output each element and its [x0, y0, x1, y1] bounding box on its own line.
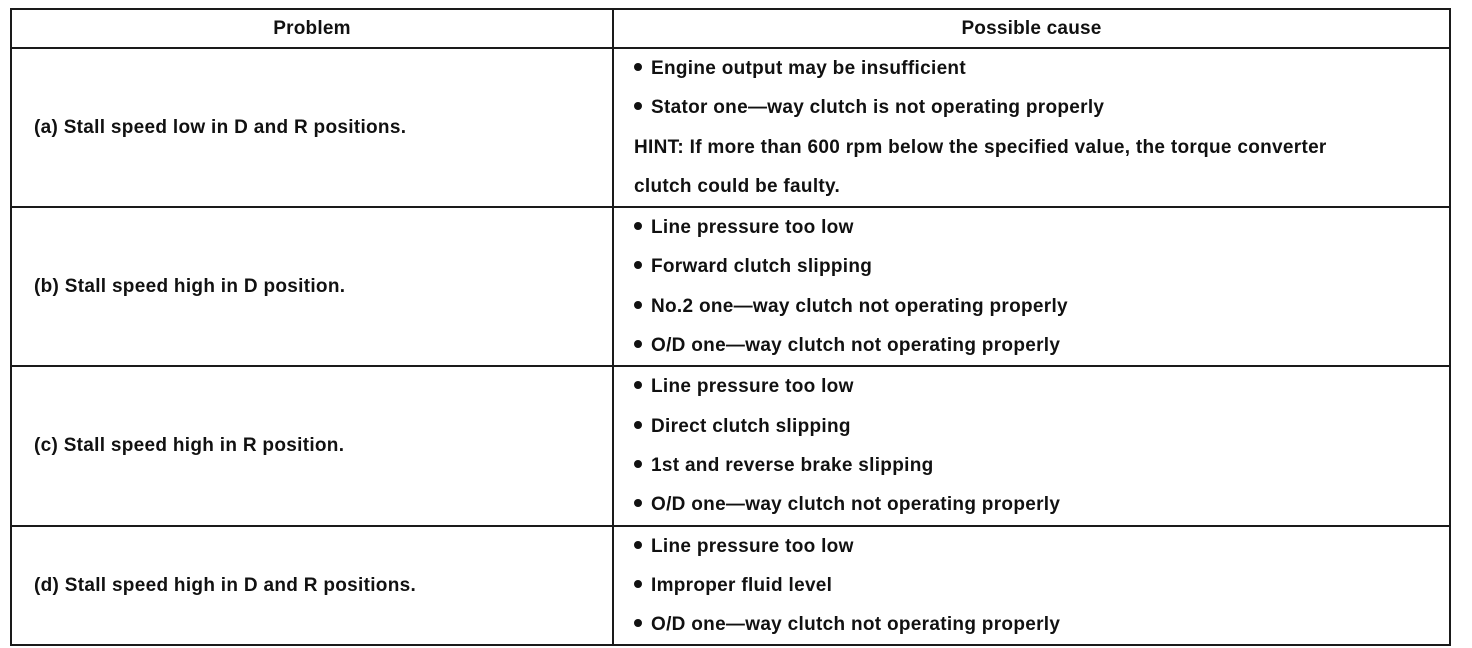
bullet-icon — [634, 460, 642, 468]
cause-text: Forward clutch slipping — [651, 256, 873, 278]
cause-text: O/D one—way clutch not operating properly — [651, 494, 1061, 516]
bullet-icon — [634, 580, 642, 588]
table-row — [11, 366, 1450, 525]
table-row — [11, 48, 1450, 207]
cause-item — [634, 287, 1449, 326]
cause-text: O/D one—way clutch not operating properly — [651, 335, 1061, 357]
possible-cause-column-header: Possible cause — [613, 9, 1450, 48]
cause-item — [634, 566, 1449, 605]
cause-item — [634, 367, 1449, 406]
cause-text: Line pressure too low — [651, 535, 854, 557]
bullet-icon — [634, 222, 642, 230]
bullet-icon — [634, 381, 642, 389]
cause-item — [634, 446, 1449, 485]
cause-cell — [613, 526, 1450, 646]
table-header-row — [11, 9, 1450, 48]
bullet-icon — [634, 619, 642, 627]
problem-cell: (a) Stall speed low in D and R positions. — [11, 48, 613, 207]
cause-item — [634, 49, 1449, 88]
bullet-icon — [634, 541, 642, 549]
cause-item — [634, 208, 1449, 247]
cause-text: Improper fluid level — [651, 574, 833, 596]
cause-item — [634, 247, 1449, 286]
cause-item — [634, 485, 1449, 524]
cause-item — [634, 326, 1449, 365]
bullet-icon — [634, 63, 642, 71]
cause-cell — [613, 48, 1450, 207]
cause-item — [634, 527, 1449, 566]
stall-test-troubleshooting-table — [10, 8, 1451, 646]
cause-item — [634, 407, 1449, 446]
bullet-icon — [634, 301, 642, 309]
bullet-icon — [634, 102, 642, 110]
problem-cell: (d) Stall speed high in D and R positions. — [11, 526, 613, 646]
cause-text: Stator one—way clutch is not operating properly — [651, 97, 1105, 119]
cause-text: Line pressure too low — [651, 376, 854, 398]
cause-item — [634, 605, 1449, 644]
table-row — [11, 207, 1450, 366]
cause-cell — [613, 207, 1450, 366]
bullet-icon — [634, 261, 642, 269]
cause-item — [634, 88, 1449, 127]
cause-text: O/D one—way clutch not operating properly — [651, 614, 1061, 636]
cause-text: Direct clutch slipping — [651, 415, 851, 437]
problem-column-header: Problem — [11, 9, 613, 48]
hint-line: clutch could be faulty. — [634, 175, 841, 197]
problem-cell: (c) Stall speed high in R position. — [11, 366, 613, 525]
bullet-icon — [634, 499, 642, 507]
problem-cell: (b) Stall speed high in D position. — [11, 207, 613, 366]
hint-line: HINT: If more than 600 rpm below the specified value, the torque converter — [634, 136, 1327, 158]
bullet-icon — [634, 340, 642, 348]
cause-text: Engine output may be insufficient — [651, 58, 966, 79]
cause-cell — [613, 366, 1450, 525]
cause-text: No.2 one—way clutch not operating properly — [651, 295, 1068, 317]
cause-text: 1st and reverse brake slipping — [651, 454, 934, 476]
table-row — [11, 526, 1450, 646]
bullet-icon — [634, 421, 642, 429]
cause-text: Line pressure too low — [651, 217, 854, 239]
